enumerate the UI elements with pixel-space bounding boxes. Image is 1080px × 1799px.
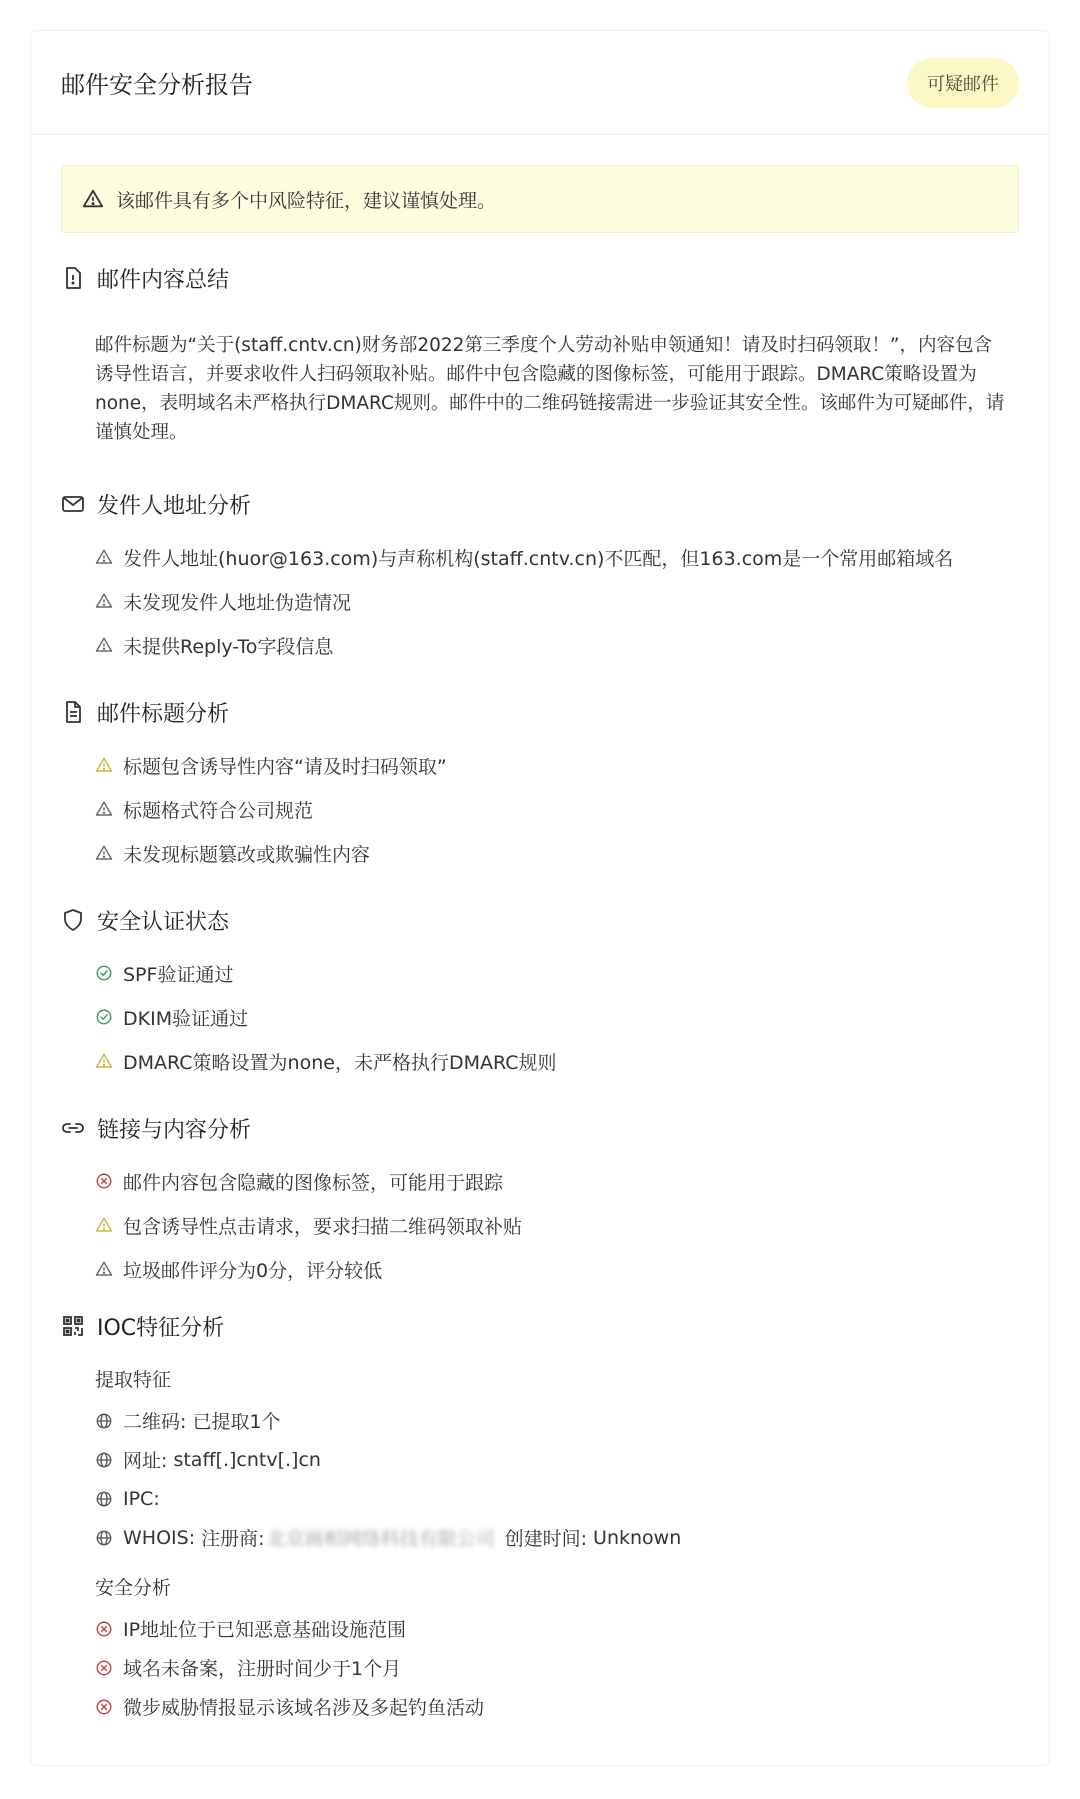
summary-title: 邮件内容总结: [97, 267, 230, 293]
subject-section: [61, 695, 1019, 875]
ioc-item-whois: [95, 1518, 1019, 1557]
list-item: [95, 787, 1019, 831]
file-text-icon: [61, 700, 85, 724]
sender-section: [61, 487, 1019, 667]
links-title: 链接与内容分析: [97, 1117, 252, 1143]
list-item: [95, 1648, 1019, 1687]
auth-title: 安全认证状态: [97, 909, 230, 935]
list-item-text: 未提供Reply-To字段信息: [123, 635, 334, 658]
list-item: [95, 623, 1019, 667]
ioc-item-qrcode: [95, 1401, 1019, 1440]
created-label: 创建时间:: [504, 1528, 587, 1550]
alert-triangle-icon: [95, 1260, 113, 1278]
summary-text: 邮件标题为“关于(staff.cntv.cn)财务部2022第三季度个人劳动补贴申领通知！请及时扫码领取！”，内容包含诱导性语言，并要求收件人扫码领取补贴。邮件中包含隐藏的图像标签，可能用于跟踪。DMARC策略设置为none，表明域名未严格执行DMARC规则。邮件中的二维码链接需进一步验证其安全性。该邮件为可疑邮件，请谨慎处理。: [95, 335, 1005, 443]
alert-triangle-icon: [95, 548, 113, 566]
warning-triangle-icon: [95, 1216, 113, 1234]
list-item-text: 标题包含诱导性内容“请及时扫码领取”: [123, 755, 447, 778]
ioc-section: [61, 1309, 1019, 1726]
warning-icon: [82, 188, 104, 210]
report-header: [31, 31, 1049, 135]
links-section: [61, 1111, 1019, 1291]
list-item-text: 发件人地址(huor@163.com)与声称机构(staff.cntv.cn)不匹配，但163.com是一个常用邮箱域名: [123, 547, 954, 570]
mail-icon: [61, 492, 85, 516]
ioc-value: staff[.]cntv[.]cn: [173, 1448, 321, 1471]
list-item-text: IP地址位于已知恶意基础设施范围: [123, 1619, 407, 1641]
ioc-item-ipc: [95, 1479, 1019, 1518]
ioc-label: IPC:: [123, 1487, 160, 1510]
list-item: [95, 743, 1019, 787]
registrar-value: 北京画相网络科技有限公司: [266, 1528, 495, 1550]
list-item-text: 域名未备案，注册时间少于1个月: [123, 1658, 402, 1680]
list-item: [95, 1039, 1019, 1083]
list-item: [95, 831, 1019, 875]
ioc-value: 已提取1个: [192, 1411, 281, 1433]
alert-text: 该邮件具有多个中风险特征，建议谨慎处理。: [116, 189, 497, 212]
alert-triangle-icon: [95, 592, 113, 610]
alert-triangle-icon: [95, 636, 113, 654]
shield-icon: [61, 908, 85, 932]
risk-alert: [61, 165, 1019, 233]
list-item-text: 邮件内容包含隐藏的图像标签，可能用于跟踪: [123, 1171, 504, 1194]
auth-list: [95, 951, 1019, 1083]
qrcode-icon: [61, 1314, 85, 1338]
ioc-item-url: [95, 1440, 1019, 1479]
report-body: [31, 135, 1049, 1726]
auth-section: [61, 903, 1019, 1083]
ioc-label: 二维码:: [123, 1411, 187, 1433]
links-list: [95, 1159, 1019, 1291]
registrar-label: 注册商:: [201, 1528, 265, 1550]
security-title: 安全分析: [95, 1576, 172, 1599]
list-item-text: DMARC策略设置为none，未严格执行DMARC规则: [123, 1051, 557, 1074]
check-circle-icon: [95, 1008, 113, 1026]
extract-title: 提取特征: [95, 1368, 172, 1391]
globe-icon: [95, 1412, 113, 1430]
whois-label: WHOIS:: [123, 1526, 196, 1549]
list-item-text: DKIM验证通过: [123, 1007, 249, 1030]
globe-icon: [95, 1451, 113, 1469]
extract-list: [95, 1401, 1019, 1557]
list-item-text: 未发现标题篡改或欺骗性内容: [123, 843, 371, 866]
subject-list: [95, 743, 1019, 875]
alert-triangle-icon: [95, 800, 113, 818]
globe-icon: [95, 1490, 113, 1508]
security-list: [95, 1609, 1019, 1726]
alert-triangle-icon: [95, 844, 113, 862]
list-item-text: 垃圾邮件评分为0分，评分较低: [123, 1259, 383, 1282]
list-item: [95, 951, 1019, 995]
list-item: [95, 535, 1019, 579]
status-badge: 可疑邮件: [907, 58, 1019, 108]
list-item: [95, 1203, 1019, 1247]
list-item-text: 未发现发件人地址伪造情况: [123, 591, 352, 614]
list-item-text: 标题格式符合公司规范: [123, 799, 314, 822]
page-title: 邮件安全分析报告: [61, 71, 253, 99]
list-item: [95, 995, 1019, 1039]
warning-triangle-icon: [95, 756, 113, 774]
check-circle-icon: [95, 964, 113, 982]
ioc-label: 网址:: [123, 1450, 168, 1472]
x-circle-icon: [95, 1659, 113, 1677]
list-item: [95, 1687, 1019, 1726]
list-item: [95, 1159, 1019, 1203]
list-item-text: SPF验证通过: [123, 963, 234, 986]
list-item-text: 包含诱导性点击请求，要求扫描二维码领取补贴: [123, 1215, 523, 1238]
x-circle-icon: [95, 1620, 113, 1638]
list-item-text: 微步威胁情报显示该域名涉及多起钓鱼活动: [123, 1697, 485, 1719]
list-item: [95, 1247, 1019, 1291]
report-card: [30, 30, 1050, 1766]
globe-icon: [95, 1529, 113, 1547]
created-value: Unknown: [593, 1526, 682, 1549]
list-item: [95, 579, 1019, 623]
document-alert-icon: [61, 266, 85, 290]
sender-list: [95, 535, 1019, 667]
warning-triangle-icon: [95, 1052, 113, 1070]
ioc-title: IOC特征分析: [97, 1315, 225, 1341]
x-circle-icon: [95, 1698, 113, 1716]
link-icon: [61, 1116, 85, 1140]
x-circle-icon: [95, 1172, 113, 1190]
sender-title: 发件人地址分析: [97, 493, 252, 519]
summary-section: [61, 261, 1019, 447]
subject-title: 邮件标题分析: [97, 701, 230, 727]
list-item: [95, 1609, 1019, 1648]
